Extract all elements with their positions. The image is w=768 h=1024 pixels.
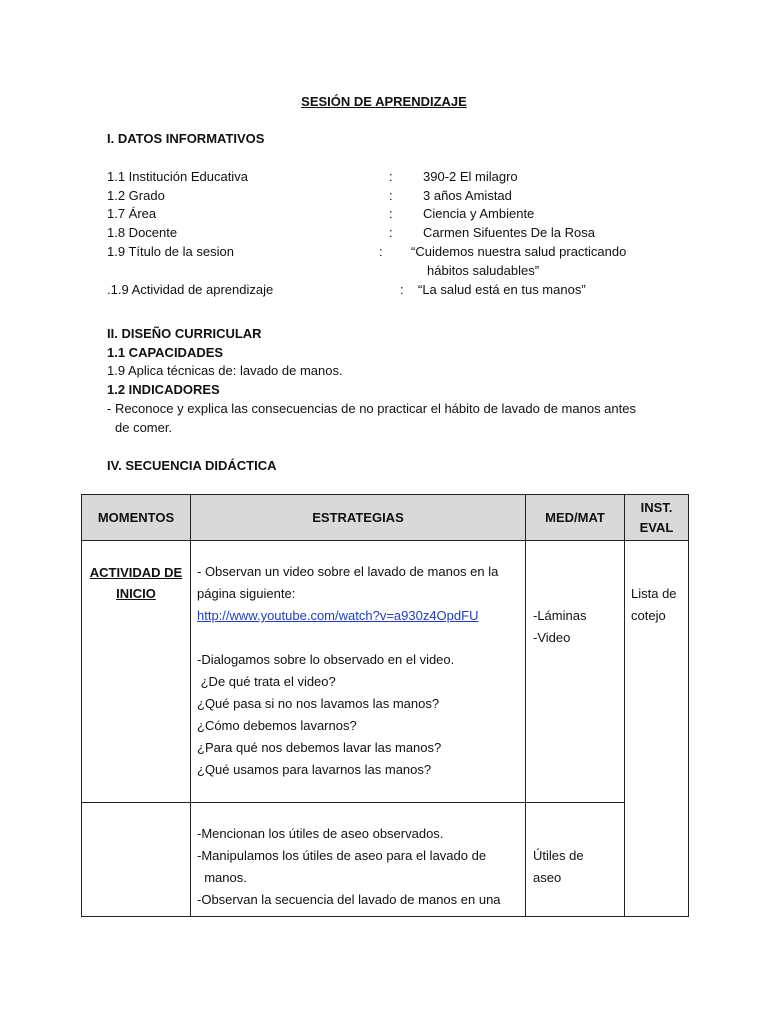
momento-label-line2: INICIO bbox=[116, 586, 156, 601]
estrategia-line: ¿De qué trata el video? bbox=[197, 674, 336, 689]
medmat-cell bbox=[526, 541, 625, 803]
table-header-row bbox=[82, 495, 689, 541]
estrategias-cell bbox=[191, 541, 526, 803]
estrategia-line: ¿Qué pasa si no nos lavamos las manos? bbox=[197, 696, 440, 711]
indicador-text-line1: - Reconoce y explica las consecuencias de no practicar el hábito de lavado de manos antes bbox=[107, 401, 636, 416]
info-label-institucion: 1.1 Institución Educativa bbox=[107, 169, 248, 184]
info-value-area: Ciencia y Ambiente bbox=[423, 206, 535, 221]
header-inst: INST. bbox=[640, 499, 673, 515]
info-sep: : bbox=[400, 282, 404, 297]
info-label-docente: 1.8 Docente bbox=[107, 225, 178, 240]
inst-line: Lista de bbox=[631, 586, 677, 601]
header-eval: EVAL bbox=[639, 519, 674, 535]
medmat-line: aseo bbox=[533, 870, 562, 885]
document-title: SESIÓN DE APRENDIZAJE bbox=[301, 94, 467, 109]
header-estrategias: ESTRATEGIAS bbox=[191, 495, 526, 541]
section-secuencia-heading: IV. SECUENCIA DIDÁCTICA bbox=[107, 458, 277, 473]
info-value-institucion: 390-2 El milagro bbox=[423, 169, 518, 184]
indicador-text-line2: de comer. bbox=[115, 420, 173, 435]
estrategia-line: -Observan la secuencia del lavado de manos en una bbox=[197, 892, 501, 907]
info-label-grado: 1.2 Grado bbox=[107, 188, 165, 203]
estrategia-line: -Dialogamos sobre lo observado en el video. bbox=[197, 652, 455, 667]
table-row bbox=[82, 541, 689, 803]
medmat-cell bbox=[526, 803, 625, 917]
info-value-grado: 3 años Amistad bbox=[423, 188, 512, 203]
estrategia-line: manos. bbox=[197, 870, 247, 885]
secuencia-table bbox=[81, 494, 689, 917]
medmat-line: -Láminas bbox=[533, 608, 587, 623]
inst-eval-cell bbox=[625, 541, 689, 917]
capacidades-heading: 1.1 CAPACIDADES bbox=[107, 345, 224, 360]
info-value-actividad: “La salud está en tus manos” bbox=[418, 282, 586, 297]
info-label-titulo: 1.9 Título de la sesion bbox=[107, 244, 234, 259]
estrategia-line: -Mencionan los útiles de aseo observados. bbox=[197, 826, 444, 841]
estrategias-cell bbox=[191, 803, 526, 917]
estrategia-line: ¿Cómo debemos lavarnos? bbox=[197, 718, 357, 733]
info-value-titulo-cont: hábitos saludables” bbox=[427, 263, 540, 278]
estrategia-line: - Observan un video sobre el lavado de manos en la bbox=[197, 564, 499, 579]
estrategia-line: ¿Para qué nos debemos lavar las manos? bbox=[197, 740, 442, 755]
estrategia-line: -Manipulamos los útiles de aseo para el lavado de bbox=[197, 848, 487, 863]
estrategia-line: página siguiente: bbox=[197, 586, 296, 601]
medmat-line: -Video bbox=[533, 630, 571, 645]
header-medmat: MED/MAT bbox=[526, 495, 625, 541]
header-inst-eval bbox=[625, 495, 689, 541]
estrategia-line: ¿Qué usamos para lavarnos las manos? bbox=[197, 762, 432, 777]
estrategia-line bbox=[197, 627, 525, 649]
table-row bbox=[82, 803, 689, 917]
info-sep: : bbox=[389, 169, 393, 184]
info-value-docente: Carmen Sifuentes De la Rosa bbox=[423, 225, 595, 240]
info-sep: : bbox=[379, 244, 383, 259]
capacidad-text: 1.9 Aplica técnicas de: lavado de manos. bbox=[107, 363, 343, 378]
info-value-titulo: “Cuidemos nuestra salud practicando bbox=[411, 244, 627, 259]
medmat-line: Útiles de bbox=[533, 848, 584, 863]
youtube-link[interactable]: http://www.youtube.com/watch?v=a930z4OpdFU bbox=[197, 608, 479, 623]
momento-cell bbox=[82, 803, 191, 917]
indicadores-heading: 1.2 INDICADORES bbox=[107, 382, 220, 397]
section-diseno-heading: II. DISEÑO CURRICULAR bbox=[107, 326, 262, 341]
header-momentos: MOMENTOS bbox=[82, 495, 191, 541]
inst-line: cotejo bbox=[631, 608, 666, 623]
momento-cell bbox=[82, 541, 191, 803]
section-datos-heading: I. DATOS INFORMATIVOS bbox=[107, 131, 265, 146]
momento-label-line1: ACTIVIDAD DE bbox=[89, 565, 183, 580]
info-sep: : bbox=[389, 206, 393, 221]
info-sep: : bbox=[389, 225, 393, 240]
info-label-actividad: .1.9 Actividad de aprendizaje bbox=[107, 282, 274, 297]
info-sep: : bbox=[389, 188, 393, 203]
info-label-area: 1.7 Área bbox=[107, 206, 157, 221]
